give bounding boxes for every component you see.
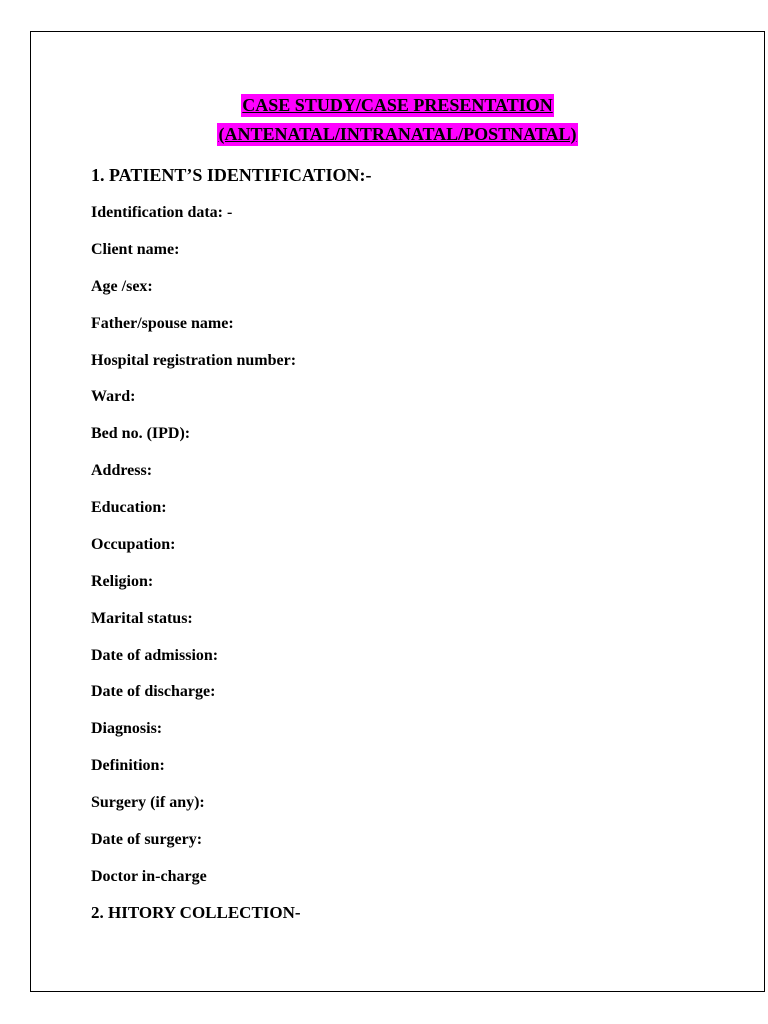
field-age-sex: Age /sex:: [91, 278, 153, 295]
field-father-spouse-name: Father/spouse name:: [91, 315, 234, 332]
document-page: [30, 31, 765, 992]
section-heading-patient-identification: 1. PATIENT’S IDENTIFICATION:-: [91, 165, 372, 185]
field-doctor-in-charge: Doctor in-charge: [91, 868, 207, 885]
field-religion: Religion:: [91, 573, 154, 590]
title-line-1: CASE STUDY/CASE PRESENTATION: [242, 95, 553, 115]
field-diagnosis: Diagnosis:: [91, 720, 163, 737]
field-definition: Definition:: [91, 757, 165, 774]
field-address: Address:: [91, 462, 153, 479]
field-education: Education:: [91, 499, 167, 516]
section-heading-history-collection: 2. HITORY COLLECTION-: [91, 903, 301, 922]
field-surgery: Surgery (if any):: [91, 794, 205, 811]
field-date-of-discharge: Date of discharge:: [91, 683, 216, 700]
field-date-of-admission: Date of admission:: [91, 647, 219, 664]
field-date-of-surgery: Date of surgery:: [91, 831, 203, 848]
title-line-2: (ANTENATAL/INTRANATAL/POSTNATAL): [218, 124, 577, 144]
document-title: [31, 94, 764, 152]
field-identification-data: Identification data: -: [91, 204, 233, 221]
field-marital-status: Marital status:: [91, 610, 193, 627]
field-bed-no: Bed no. (IPD):: [91, 425, 191, 442]
field-client-name: Client name:: [91, 241, 180, 258]
field-hospital-registration-number: Hospital registration number:: [91, 352, 297, 369]
field-ward: Ward:: [91, 388, 136, 405]
field-occupation: Occupation:: [91, 536, 176, 553]
